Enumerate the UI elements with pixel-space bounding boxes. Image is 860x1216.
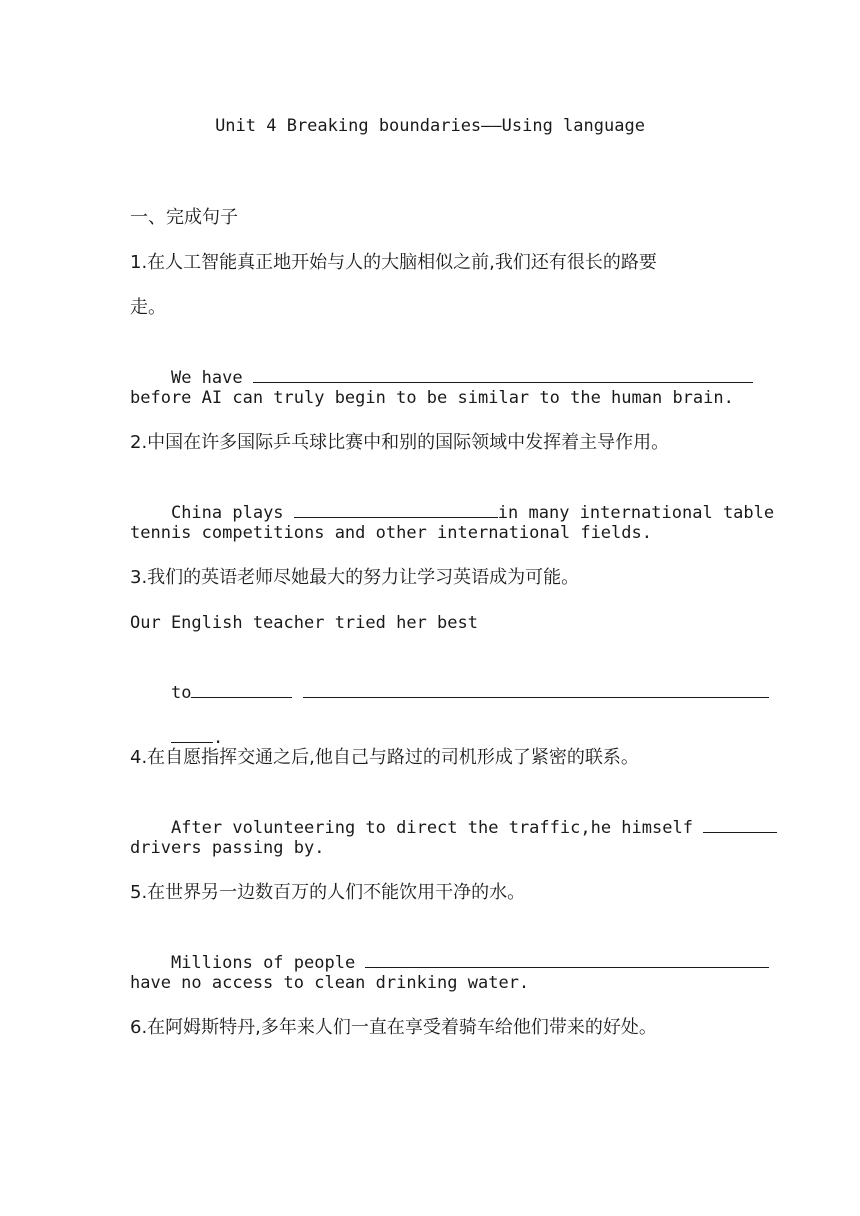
item-1-english-prefix: We have bbox=[170, 368, 253, 388]
item-3-english-prefix: to bbox=[170, 683, 192, 703]
item-3-answer-blank-2[interactable] bbox=[303, 680, 769, 698]
item-1-english-line-2: before AI can truly begin to be similar to the human brain. bbox=[130, 388, 734, 408]
item-4-english-prefix: After volunteering to direct the traffic,he himself bbox=[170, 818, 704, 838]
item-4-chinese: 4.在自愿指挥交通之后,他自己与路过的司机形成了紧密的联系。 bbox=[130, 747, 639, 768]
item-2-english-line-2: tennis competitions and other international fields. bbox=[130, 523, 652, 543]
item-2-answer-blank[interactable] bbox=[294, 500, 498, 518]
item-5-english-line-2: have no access to clean drinking water. bbox=[130, 973, 530, 993]
item-5-answer-blank[interactable] bbox=[365, 950, 769, 968]
item-1-answer-blank[interactable] bbox=[253, 365, 753, 383]
item-3-english-line-1: Our English teacher tried her best bbox=[130, 613, 478, 633]
item-1-chinese-line-1: 1.在人工智能真正地开始与人的大脑相似之前,我们还有很长的路要 bbox=[130, 252, 657, 273]
item-4-english-line-2: drivers passing by. bbox=[130, 838, 325, 858]
item-2-chinese: 2.中国在许多国际乒乓球比赛中和别的国际领域中发挥着主导作用。 bbox=[130, 432, 670, 453]
item-5-english-prefix: Millions of people bbox=[170, 953, 366, 973]
page-title: Unit 4 Breaking boundaries——Using language bbox=[215, 116, 645, 136]
item-2-english-prefix: China plays bbox=[170, 503, 294, 523]
item-6-chinese: 6.在阿姆斯特丹,多年来人们一直在享受着骑车给他们带来的好处。 bbox=[130, 1017, 657, 1038]
item-3-english-line-2 bbox=[130, 656, 769, 729]
item-2-english-suffix: in many international table bbox=[497, 503, 775, 523]
item-3-answer-blank-3[interactable] bbox=[171, 725, 213, 743]
item-4-answer-blank[interactable] bbox=[703, 815, 777, 833]
section-heading: 一、完成句子 bbox=[130, 207, 238, 228]
item-3-english-end: . bbox=[212, 728, 224, 748]
item-1-chinese-line-2: 走。 bbox=[130, 297, 166, 318]
item-3-answer-blank-1[interactable] bbox=[191, 680, 292, 698]
item-3-chinese: 3.我们的英语老师尽她最大的努力让学习英语成为可能。 bbox=[130, 567, 580, 588]
item-5-chinese: 5.在世界另一边数百万的人们不能饮用干净的水。 bbox=[130, 882, 526, 903]
